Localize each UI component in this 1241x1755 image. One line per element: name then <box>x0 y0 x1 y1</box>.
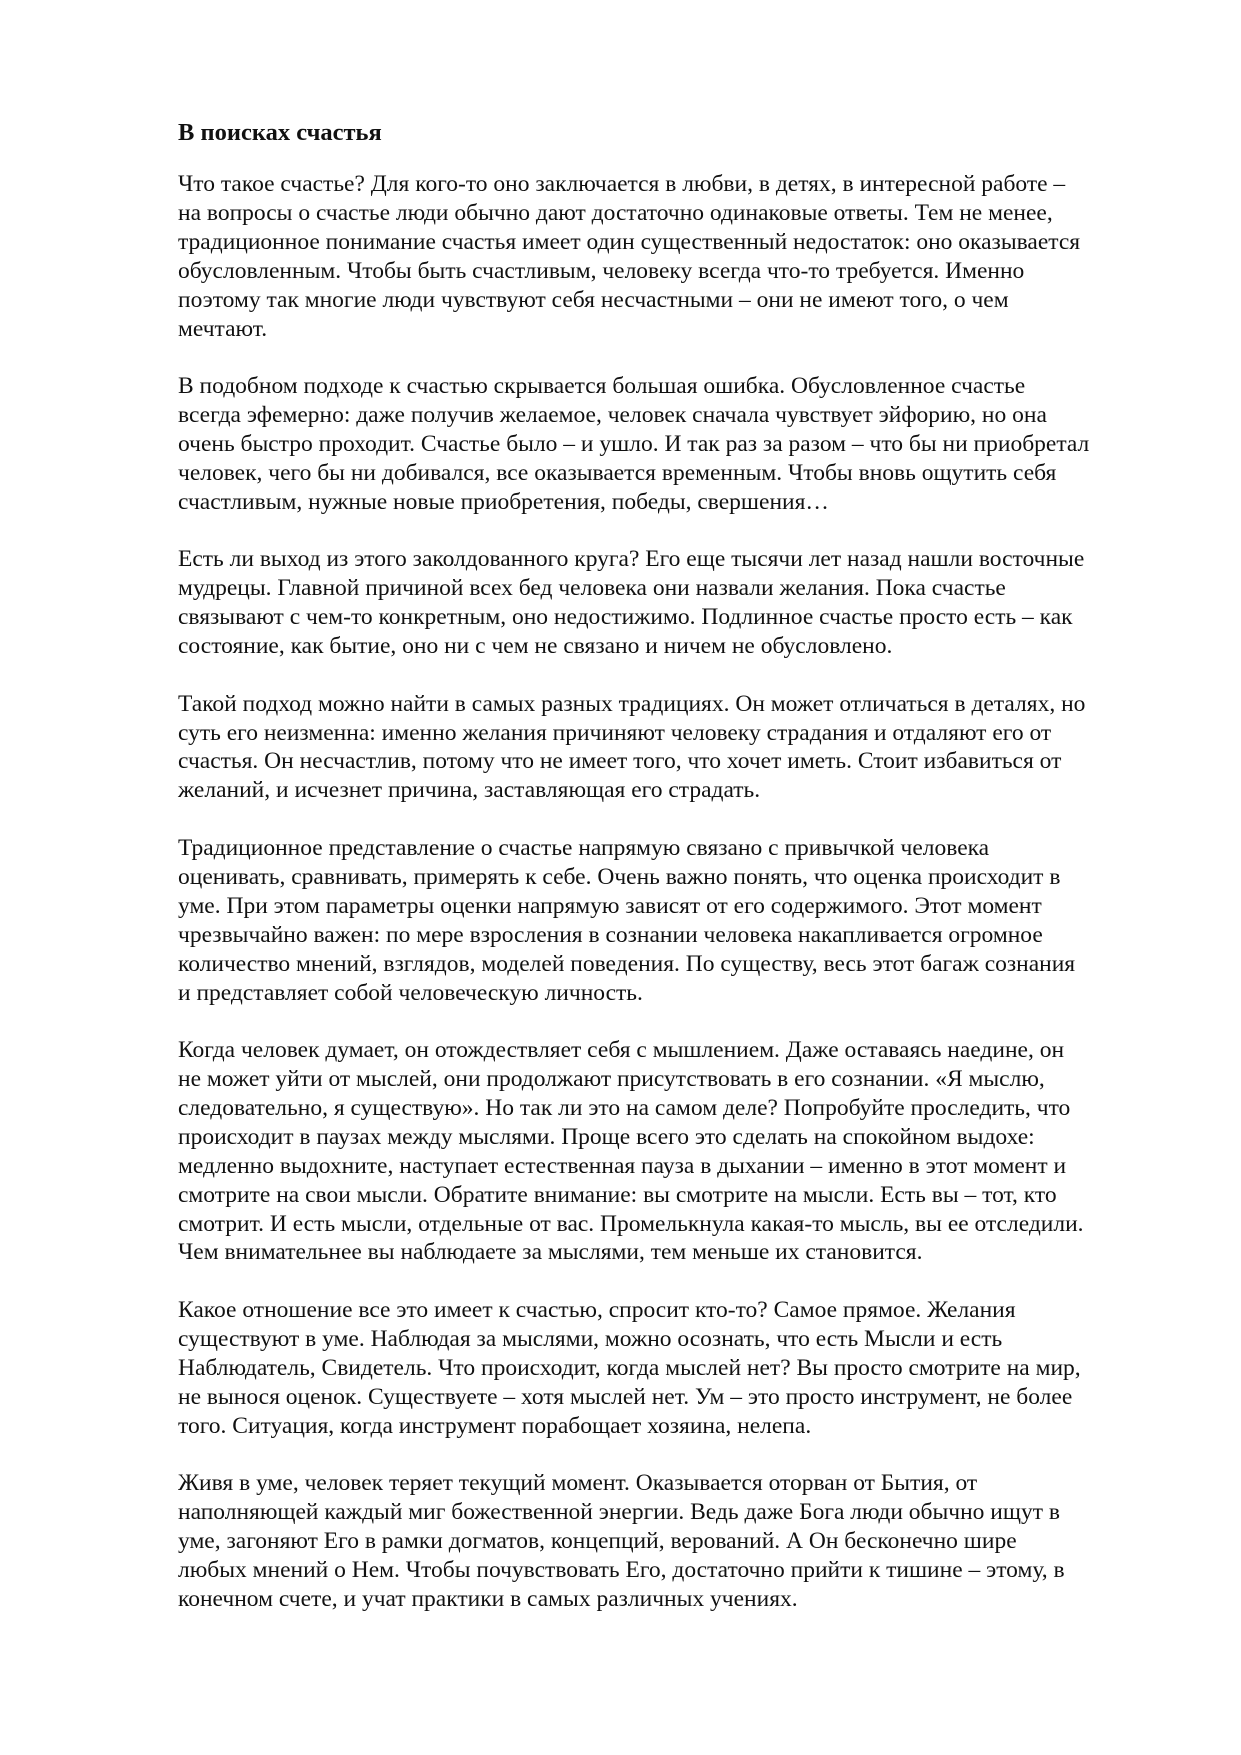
text-line: Такой подход можно найти в самых разных традициях. Он может отличаться в деталях, но <box>178 690 1086 717</box>
paragraph <box>178 834 1178 1007</box>
text-line: В подобном подходе к счастью скрывается большая ошибка. Обусловленное счастье <box>178 373 1026 400</box>
text-line: Чем внимательнее вы наблюдаете за мыслями, тем меньше их становится. <box>178 1239 923 1266</box>
text-line: чрезвычайно важен: по мере взросления в сознании человека накапливается огромное <box>178 921 1043 948</box>
text-line: традиционное понимание счастья имеет один существенный недостаток: оно оказывается <box>178 228 1081 255</box>
text-line: наполняющей каждый миг божественной энергии. Ведь даже Бога люди обычно ищут в <box>178 1499 1060 1526</box>
text-line: связывают с чем-то конкретным, оно недостижимо. Подлинное счастье просто есть – как <box>178 604 1073 631</box>
text-line: того. Ситуация, когда инструмент порабощает хозяина, нелепа. <box>178 1412 812 1439</box>
paragraph <box>178 170 1178 343</box>
text-line: суть его неизменна: именно желания причиняют человеку страдания и отдаляют его от <box>178 719 1052 746</box>
text-line: конечном счете, и учат практики в самых различных учениях. <box>178 1585 798 1612</box>
text-line: количество мнений, взглядов, моделей поведения. По существу, весь этот багаж сознания <box>178 950 1076 977</box>
paragraph <box>178 1036 1178 1267</box>
text-line: существуют в уме. Наблюдая за мыслями, можно осознать, что есть Мысли и есть <box>178 1325 1003 1352</box>
text-line: оценивать, сравнивать, примерять к себе. Очень важно понять, что оценка происходит в <box>178 863 1061 890</box>
text-line: происходит в паузах между мыслями. Проще всего это сделать на спокойном выдохе: <box>178 1123 1035 1150</box>
text-line: всегда эфемерно: даже получив желаемое, человек сначала чувствует эйфорию, но она <box>178 402 1047 429</box>
document-body <box>178 170 1178 1614</box>
text-line: уме. При этом параметры оценки напрямую зависят от его содержимого. Этот момент <box>178 892 1042 919</box>
text-line: Когда человек думает, он отождествляет себя с мышлением. Даже оставаясь наедине, он <box>178 1037 1065 1064</box>
text-line: Наблюдатель, Свидетель. Что происходит, когда мыслей нет? Вы просто смотрите на мир, <box>178 1354 1081 1381</box>
text-line: счастья. Он несчастлив, потому что не имеет того, что хочет иметь. Стоит избавиться от <box>178 748 1062 775</box>
text-line: Традиционное представление о счастье напрямую связано с привычкой человека <box>178 834 990 861</box>
text-line: следовательно, я существую». Но так ли это на самом деле? Попробуйте проследить, что <box>178 1094 1071 1121</box>
text-line: желаний, и исчезнет причина, заставляющая его страдать. <box>178 777 761 804</box>
text-line: любых мнений о Нем. Чтобы почувствовать Его, достаточно прийти к тишине – этому, в <box>178 1556 1065 1583</box>
text-line: Есть ли выход из этого заколдованного круга? Его еще тысячи лет назад нашли восточные <box>178 546 1085 573</box>
text-line: медленно выдохните, наступает естественная пауза в дыхании – именно в этот момент и <box>178 1152 1067 1179</box>
text-line: Живя в уме, человек теряет текущий момент. Оказывается оторван от Бытия, от <box>178 1470 978 1497</box>
text-line: состояние, как бытие, оно ни с чем не связано и ничем не обусловлено. <box>178 633 893 660</box>
paragraph <box>178 1469 1178 1614</box>
text-line: на вопросы о счастье люди обычно дают достаточно одинаковые ответы. Тем не менее, <box>178 199 1053 226</box>
text-line: поэтому так многие люди чувствуют себя несчастными – они не имеют того, о чем <box>178 286 1009 313</box>
paragraph <box>178 1296 1178 1441</box>
text-line: смотрите на свои мысли. Обратите внимание: вы смотрите на мысли. Есть вы – тот, кто <box>178 1181 1057 1208</box>
paragraph <box>178 372 1178 517</box>
text-line: смотрит. И есть мысли, отдельные от вас. Промелькнула какая-то мысль, вы ее отследили. <box>178 1210 1084 1237</box>
document-page <box>178 118 1178 1642</box>
text-line: мечтают. <box>178 315 268 342</box>
text-line: и представляет собой человеческую личность. <box>178 979 643 1006</box>
paragraph <box>178 690 1178 806</box>
text-line: Какое отношение все это имеет к счастью, спросит кто-то? Самое прямое. Желания <box>178 1297 1016 1324</box>
text-line: человек, чего бы ни добивался, все оказывается временным. Чтобы вновь ощутить себя <box>178 459 1057 486</box>
text-line: мудрецы. Главной причиной всех бед человека они назвали желания. Пока счастье <box>178 575 1006 602</box>
document-title: В поисках счастья <box>178 119 382 146</box>
text-line: не может уйти от мыслей, они продолжают присутствовать в его сознании. «Я мыслю, <box>178 1066 1045 1092</box>
text-line: счастливым, нужные новые приобретения, победы, свершения… <box>178 488 829 515</box>
text-line: не вынося оценок. Существуете – хотя мыслей нет. Ум – это просто инструмент, не более <box>178 1383 1073 1410</box>
paragraph <box>178 545 1178 661</box>
text-line: обусловленным. Чтобы быть счастливым, человеку всегда что-то требуется. Именно <box>178 257 1025 284</box>
text-line: очень быстро проходит. Счастье было – и ушло. И так раз за разом – что бы ни приобретал <box>178 430 1090 457</box>
text-line: уме, загоняют Его в рамки догматов, концепций, верований. А Он бесконечно шире <box>178 1528 1017 1555</box>
text-line: Что такое счастье? Для кого-то оно заключается в любви, в детях, в интересной работе – <box>178 171 1066 197</box>
